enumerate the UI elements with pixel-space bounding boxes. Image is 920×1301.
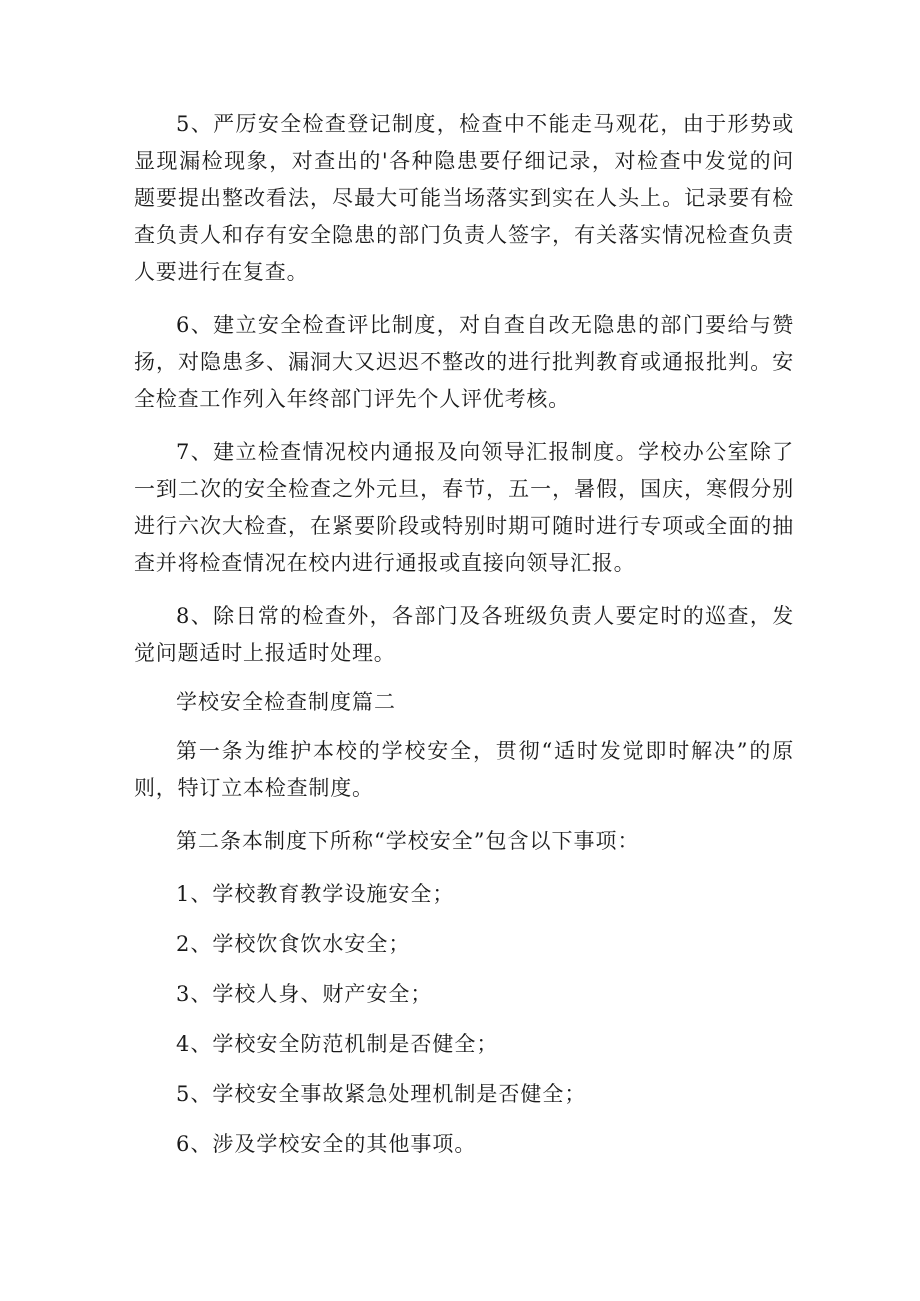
list-item: 2、学校饮食饮水安全； [176,932,411,956]
paragraph-item-6: 6、建立安全检查评比制度，对自查自改无隐患的部门要给与赞扬，对隐患多、漏洞大又迟迟不整改的进行批判教育或通报批判。安全检查工作列入年终部门评先个人评优考核。 [134,313,794,411]
list-item: 4、学校安全防范机制是否健全； [176,1032,499,1056]
article-two: 第二条本制度下所称“学校安全”包含以下事项： [176,829,640,853]
list-item: 3、学校人身、财产安全； [176,982,433,1006]
paragraph-item-8: 8、除日常的检查外，各部门及各班级负责人要定时的巡查，发觉问题适时上报适时处理。 [134,604,794,665]
list-item: 6、涉及学校安全的其他事项。 [176,1132,477,1156]
article-one: 第一条为维护本校的学校安全，贯彻“适时发觉即时解决”的原则，特订立本检查制度。 [134,739,794,800]
paragraph-item-5: 5、严厉安全检查登记制度，检查中不能走马观花，由于形势或显现漏检现象，对查出的'各种隐患要仔细记录，对检查中发觉的问题要提出整改看法，尽最大可能当场落实到实在人头上。记录要有检查负责人和存有安全隐患的部门负责人签字，有关落实情况检查负责人要进行在复查。 [134,112,794,284]
section-title: 学校安全检查制度篇二 [176,690,396,714]
paragraph-item-7: 7、建立检查情况校内通报及向领导汇报制度。学校办公室除了一到二次的安全检查之外元旦，春节，五一，暑假，国庆，寒假分别进行六次大检查，在紧要阶段或特别时期可随时进行专项或全面的抽查并将检查情况在校内进行通报或直接向领导汇报。 [134,440,794,575]
list-item: 1、学校教育教学设施安全； [176,882,455,906]
list-item: 5、学校安全事故紧急处理机制是否健全； [176,1082,587,1106]
